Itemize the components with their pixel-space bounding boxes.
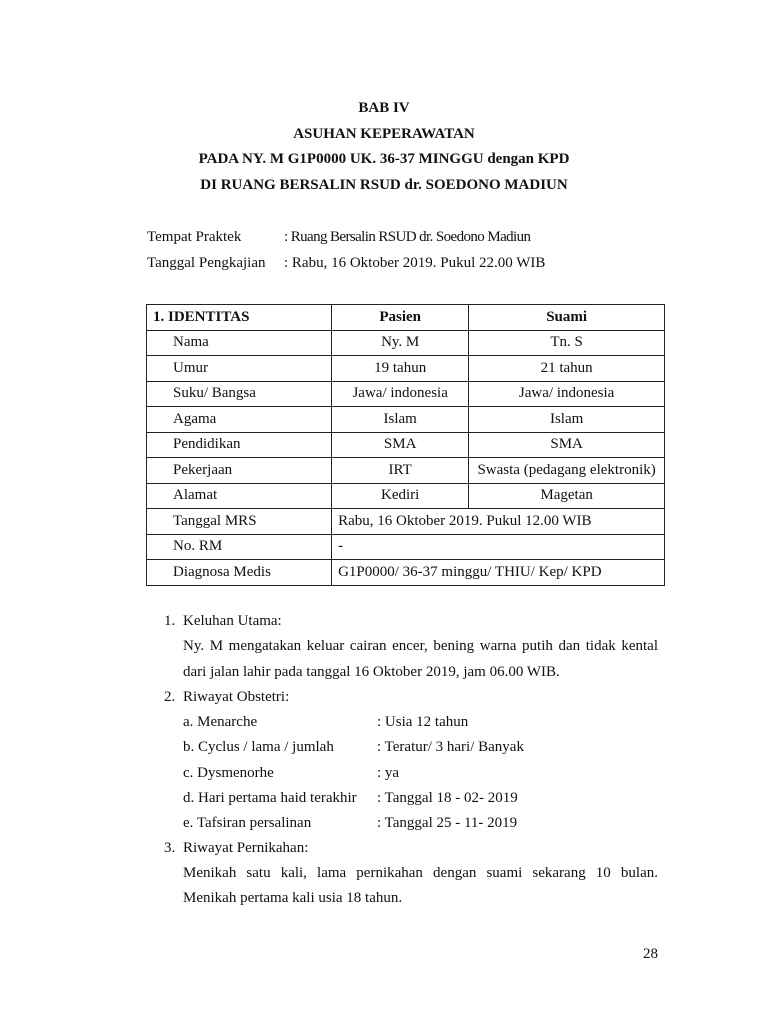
meta-label: Tanggal Pengkajian: [147, 255, 266, 271]
table-cell: Magetan: [469, 483, 665, 509]
meta-value: : Ruang Bersalin RSUD dr. Soedono Madiun: [284, 229, 531, 245]
chapter-subtitle-location: DI RUANG BERSALIN RSUD dr. SOEDONO MADIUN: [200, 177, 568, 193]
table-row: [147, 483, 665, 509]
table-cell: Islam: [332, 407, 469, 433]
table-cell: Nama: [147, 330, 332, 356]
section-paragraph-line: Ny. M mengatakan keluar cairan encer, bening warna putih dan tidak kental: [183, 638, 658, 654]
obstetric-item-value: : Usia 12 tahun: [377, 714, 469, 730]
table-cell: Pendidikan: [147, 432, 332, 458]
section-title: Riwayat Pernikahan:: [183, 840, 309, 856]
section-paragraph-line: dari jalan lahir pada tanggal 16 Oktober 2019, jam 06.00 WIB.: [183, 664, 560, 680]
table-cell: 19 tahun: [332, 356, 469, 382]
table-cell: Tn. S: [469, 330, 665, 356]
table-cell: Umur: [147, 356, 332, 382]
obstetric-item-value: : Teratur/ 3 hari/ Banyak: [377, 739, 524, 755]
table-row: [147, 432, 665, 458]
table-cell: SMA: [332, 432, 469, 458]
obstetric-item-label: e. Tafsiran persalinan: [183, 815, 312, 831]
meta-label: Tempat Praktek: [147, 229, 242, 245]
obstetric-item-value: : Tanggal 18 - 02- 2019: [377, 790, 518, 806]
table-row: [147, 330, 665, 356]
obstetric-item-value: : Tanggal 25 - 11- 2019: [377, 815, 518, 831]
section-number: 3.: [164, 840, 176, 856]
identity-table: [146, 304, 665, 586]
chapter-subtitle-patient: PADA NY. M G1P0000 UK. 36-37 MINGGU dengan KPD: [198, 151, 570, 167]
table-cell: Swasta (pedagang elektronik): [469, 458, 665, 484]
section-paragraph-line: Menikah pertama kali usia 18 tahun.: [183, 890, 403, 906]
table-header-cell: Pasien: [332, 305, 469, 331]
table-cell: -: [332, 534, 665, 560]
table-header-cell: 1. IDENTITAS: [147, 305, 332, 331]
table-row: [147, 534, 665, 560]
table-cell: Tanggal MRS: [147, 509, 332, 535]
section-title: Riwayat Obstetri:: [183, 689, 290, 705]
obstetric-item-value: : ya: [377, 765, 400, 781]
table-cell: 21 tahun: [469, 356, 665, 382]
table-cell: Alamat: [147, 483, 332, 509]
table-cell: Islam: [469, 407, 665, 433]
obstetric-item-label: a. Menarche: [183, 714, 258, 730]
table-cell: Agama: [147, 407, 332, 433]
table-cell: Pekerjaan: [147, 458, 332, 484]
table-cell: SMA: [469, 432, 665, 458]
table-header-row: [147, 305, 665, 331]
table-cell: G1P0000/ 36-37 minggu/ THIU/ Kep/ KPD: [332, 560, 665, 586]
table-cell: No. RM: [147, 534, 332, 560]
table-row: [147, 356, 665, 382]
table-row: [147, 381, 665, 407]
table-row: [147, 509, 665, 535]
chapter-subtitle: ASUHAN KEPERAWATAN: [293, 126, 475, 142]
table-cell: Ny. M: [332, 330, 469, 356]
chapter-title: BAB IV: [358, 100, 410, 116]
table-row: [147, 560, 665, 586]
obstetric-item-label: c. Dysmenorhe: [183, 765, 274, 781]
section-number: 1.: [164, 613, 176, 629]
table-cell: Diagnosa Medis: [147, 560, 332, 586]
section-title: Keluhan Utama:: [183, 613, 282, 629]
table-row: [147, 458, 665, 484]
obstetric-item-label: b. Cyclus / lama / jumlah: [183, 739, 334, 755]
table-row: [147, 407, 665, 433]
section-number: 2.: [164, 689, 176, 705]
table-cell: Suku/ Bangsa: [147, 381, 332, 407]
obstetric-item-label: d. Hari pertama haid terakhir: [183, 790, 357, 806]
section-paragraph-line: Menikah satu kali, lama pernikahan dengan suami sekarang 10 bulan.: [183, 865, 658, 881]
meta-value: : Rabu, 16 Oktober 2019. Pukul 22.00 WIB: [284, 255, 546, 271]
table-cell: Kediri: [332, 483, 469, 509]
table-cell: Rabu, 16 Oktober 2019. Pukul 12.00 WIB: [332, 509, 665, 535]
table-cell: Jawa/ indonesia: [332, 381, 469, 407]
table-cell: IRT: [332, 458, 469, 484]
page-number: 28: [643, 946, 658, 962]
table-header-cell: Suami: [469, 305, 665, 331]
table-cell: Jawa/ indonesia: [469, 381, 665, 407]
